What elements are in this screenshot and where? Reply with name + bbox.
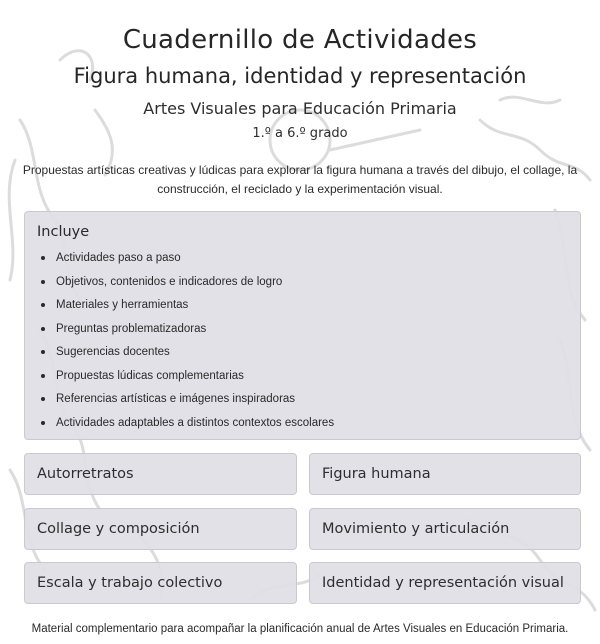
topic-identidad-representacion[interactable]: Identidad y representación visual [309,562,581,604]
footer-note: Material complementario para acompañar la planificación anual de Artes Visuales en Educación Primaria. [31,623,569,635]
list-item: Sugerencias docentes [25,342,334,366]
list-item: Actividades adaptables a distintos contextos escolares [25,413,334,437]
page-subtitle: Figura humana, identidad y representación [73,64,527,88]
topic-autorretratos[interactable]: Autorretratos [24,453,297,495]
list-item: Preguntas problematizadoras [25,319,334,343]
grade-range: 1.º a 6.º grado [252,126,348,141]
topic-movimiento-articulacion[interactable]: Movimiento y articulación [309,508,581,550]
list-item: Materiales y herramientas [25,295,334,319]
topic-collage-composicion[interactable]: Collage y composición [24,508,297,550]
intro-text: Propuestas artísticas creativas y lúdicas para explorar la figura humana a través del dibujo, el collage, la construcción, el reciclado y la experimentación visual. [22,163,578,196]
subject-area: Artes Visuales para Educación Primaria [143,99,457,118]
list-item: Objetivos, contenidos e indicadores de logro [25,272,334,296]
topic-figura-humana[interactable]: Figura humana [309,453,581,495]
list-item: Actividades paso a paso [25,248,334,272]
includes-list [25,248,334,436]
page-title: Cuadernillo de Actividades [122,25,478,55]
list-item: Propuestas lúdicas complementarias [25,366,334,390]
includes-panel [24,211,581,440]
list-item: Referencias artísticas e imágenes inspiradoras [25,389,334,413]
topic-escala-trabajo-colectivo[interactable]: Escala y trabajo colectivo [24,562,297,604]
includes-title: Incluye [37,224,90,240]
